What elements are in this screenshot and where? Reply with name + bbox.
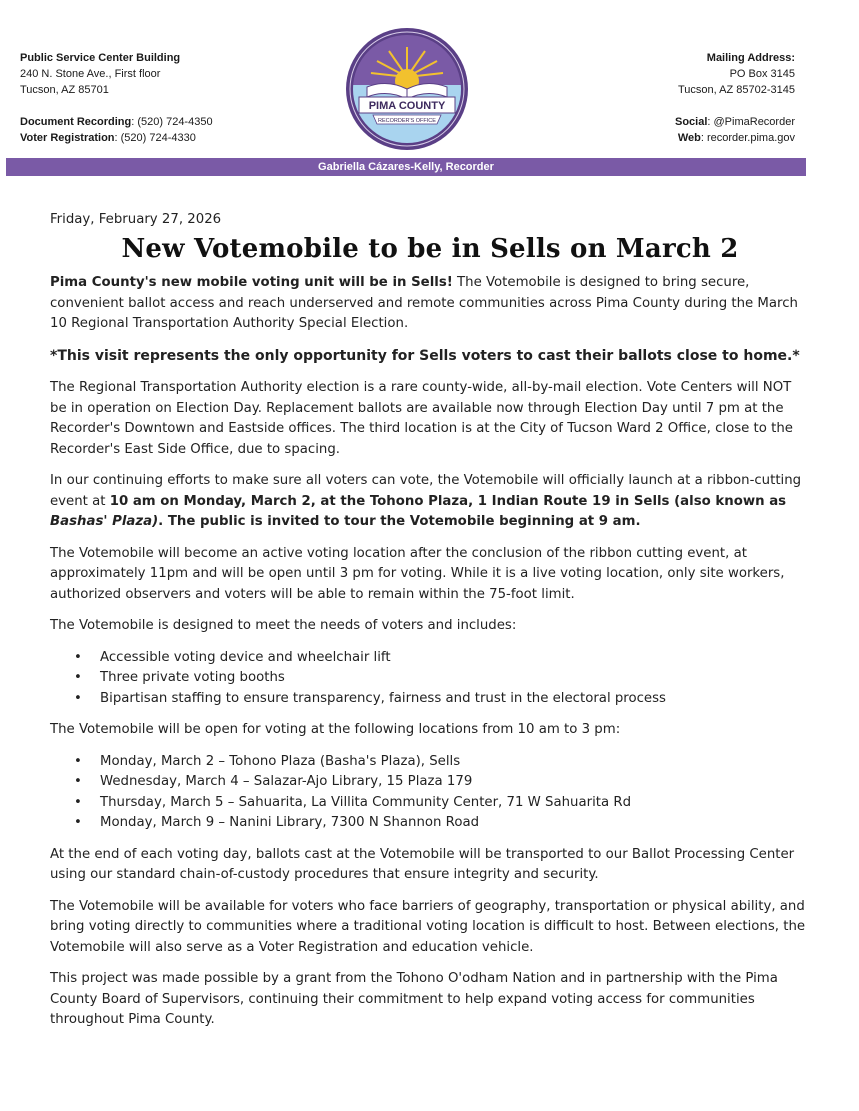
list-item: • Monday, March 9 – Nanini Library, 7300 N Shannon Road bbox=[100, 813, 810, 834]
voter-registration-line bbox=[20, 130, 213, 146]
launch-bold-end: . The public is invited to tour the Votemobile beginning at 9 am. bbox=[158, 514, 641, 529]
paragraph-election-info: The Regional Transportation Authority election is a rare county-wide, all-by-mail election. Vote Centers will NOT be in operation on Election Day. Replacement ballots are available now through Election Day until 7 pm at the Recorder's Downtown and Eastside offices. The third location is at the City of Tucson Ward 2 Office, close to the Recorder's East Side Office, due to spacing. bbox=[50, 380, 793, 457]
building-name: Public Service Center Building bbox=[20, 52, 181, 64]
social-line bbox=[675, 114, 795, 130]
list-item: • Accessible voting device and wheelchair lift bbox=[100, 648, 810, 669]
release-title: New Votemobile to be in Sells on March 2 bbox=[121, 233, 739, 264]
pima-county-recorder-logo bbox=[345, 27, 469, 151]
city-address: Tucson, AZ 85701 bbox=[20, 84, 109, 96]
paragraph-accessibility: The Votemobile will be available for voters who face barriers of geography, transportation or physical ability, and bring voting directly to communities where a traditional voting location is difficult to host. Between elections, the Votemobile will also serve as a Voter Registration and education vehicle. bbox=[50, 898, 806, 955]
list-item: • Monday, March 2 – Tohono Plaza (Basha's Plaza), Sells bbox=[100, 752, 810, 773]
launch-text: In our continuing efforts to make sure all voters can vote, the Votemobile will officially launch at a ribbon-cutting event at bbox=[50, 473, 802, 509]
po-box: PO Box 3145 bbox=[729, 68, 795, 80]
voter-registration-phone: : (520) 724-4330 bbox=[114, 132, 196, 144]
list-item: • Thursday, March 5 – Sahuarita, La Villita Community Center, 71 W Sahuarita Rd bbox=[100, 793, 810, 814]
paragraph-launch-event bbox=[50, 471, 810, 533]
launch-bold: 10 am on Monday, March 2, at the Tohono Plaza, 1 Indian Route 19 in Sells (also known as bbox=[109, 493, 787, 509]
paragraph-locations-intro: The Votemobile will be open for voting at the following locations from 10 am to 3 pm: bbox=[50, 722, 621, 737]
intro-bold: Pima County's new mobile voting unit will be in Sells! bbox=[50, 275, 453, 290]
mailing-address-label: Mailing Address: bbox=[706, 52, 795, 64]
street-address: 240 N. Stone Ave., First floor bbox=[20, 68, 161, 80]
paragraph-voting-hours: The Votemobile will become an active voting location after the conclusion of the ribbon cutting event, at approximately 11pm and will be open until 3 pm for voting. While it is a live voting location, only site workers, authorized observers and voters will be able to remain within the 75-foot limit. bbox=[50, 545, 785, 602]
paragraph-partnership: This project was made possible by a grant from the Tohono O'odham Nation and in partnership with the Pima County Board of Supervisors, continuing their commitment to help expand voting access for communities throughout Pima County. bbox=[50, 971, 778, 1027]
paragraph-ballot-processing: At the end of each voting day, ballots cast at the Votemobile will be transported to our Ballot Processing Center using our standard chain-of-custody procedures that ensure integrity and security. bbox=[50, 846, 795, 882]
header-address-left bbox=[20, 50, 213, 146]
intro-text: The Votemobile is designed to bring secure, convenient ballot access and reach underserved and remote communities across Pima County during the March 10 Regional Transportation Authority Special Election. bbox=[50, 275, 798, 331]
launch-italic: Bashas' Plaza) bbox=[50, 514, 159, 529]
press-release-body bbox=[50, 210, 810, 1042]
voter-registration-label: Voter Registration bbox=[20, 132, 115, 144]
list-item: • Three private voting booths bbox=[100, 668, 810, 689]
document-recording-label: Document Recording bbox=[20, 116, 132, 128]
web-label: Web bbox=[677, 132, 701, 144]
document-recording-line bbox=[20, 114, 213, 130]
locations-list bbox=[50, 752, 810, 834]
document-recording-phone: : (520) 724-4350 bbox=[131, 116, 213, 128]
recorder-name-bar: Gabriella Cázares-Kelly, Recorder bbox=[6, 158, 806, 176]
logo-text-office: RECORDER'S OFFICE bbox=[378, 118, 436, 124]
paragraph-features-intro: The Votemobile is designed to meet the needs of voters and includes: bbox=[50, 618, 517, 633]
social-label: Social bbox=[675, 116, 708, 128]
web-line bbox=[675, 130, 795, 146]
mailing-city: Tucson, AZ 85702-3145 bbox=[677, 84, 795, 96]
web-url: : recorder.pima.gov bbox=[700, 132, 795, 144]
features-list bbox=[50, 648, 810, 710]
logo-text-county: PIMA COUNTY bbox=[368, 100, 446, 112]
emphasis-note: *This visit represents the only opportunity for Sells voters to cast their ballots close to home.* bbox=[50, 347, 800, 364]
header-address-right bbox=[675, 50, 795, 146]
release-date: Friday, February 27, 2026 bbox=[50, 212, 222, 227]
list-item: • Bipartisan staffing to ensure transparency, fairness and trust in the electoral process bbox=[100, 689, 810, 710]
paragraph-intro bbox=[50, 273, 810, 335]
social-handle: : @PimaRecorder bbox=[707, 116, 795, 128]
list-item: • Wednesday, March 4 – Salazar-Ajo Library, 15 Plaza 179 bbox=[100, 772, 810, 793]
